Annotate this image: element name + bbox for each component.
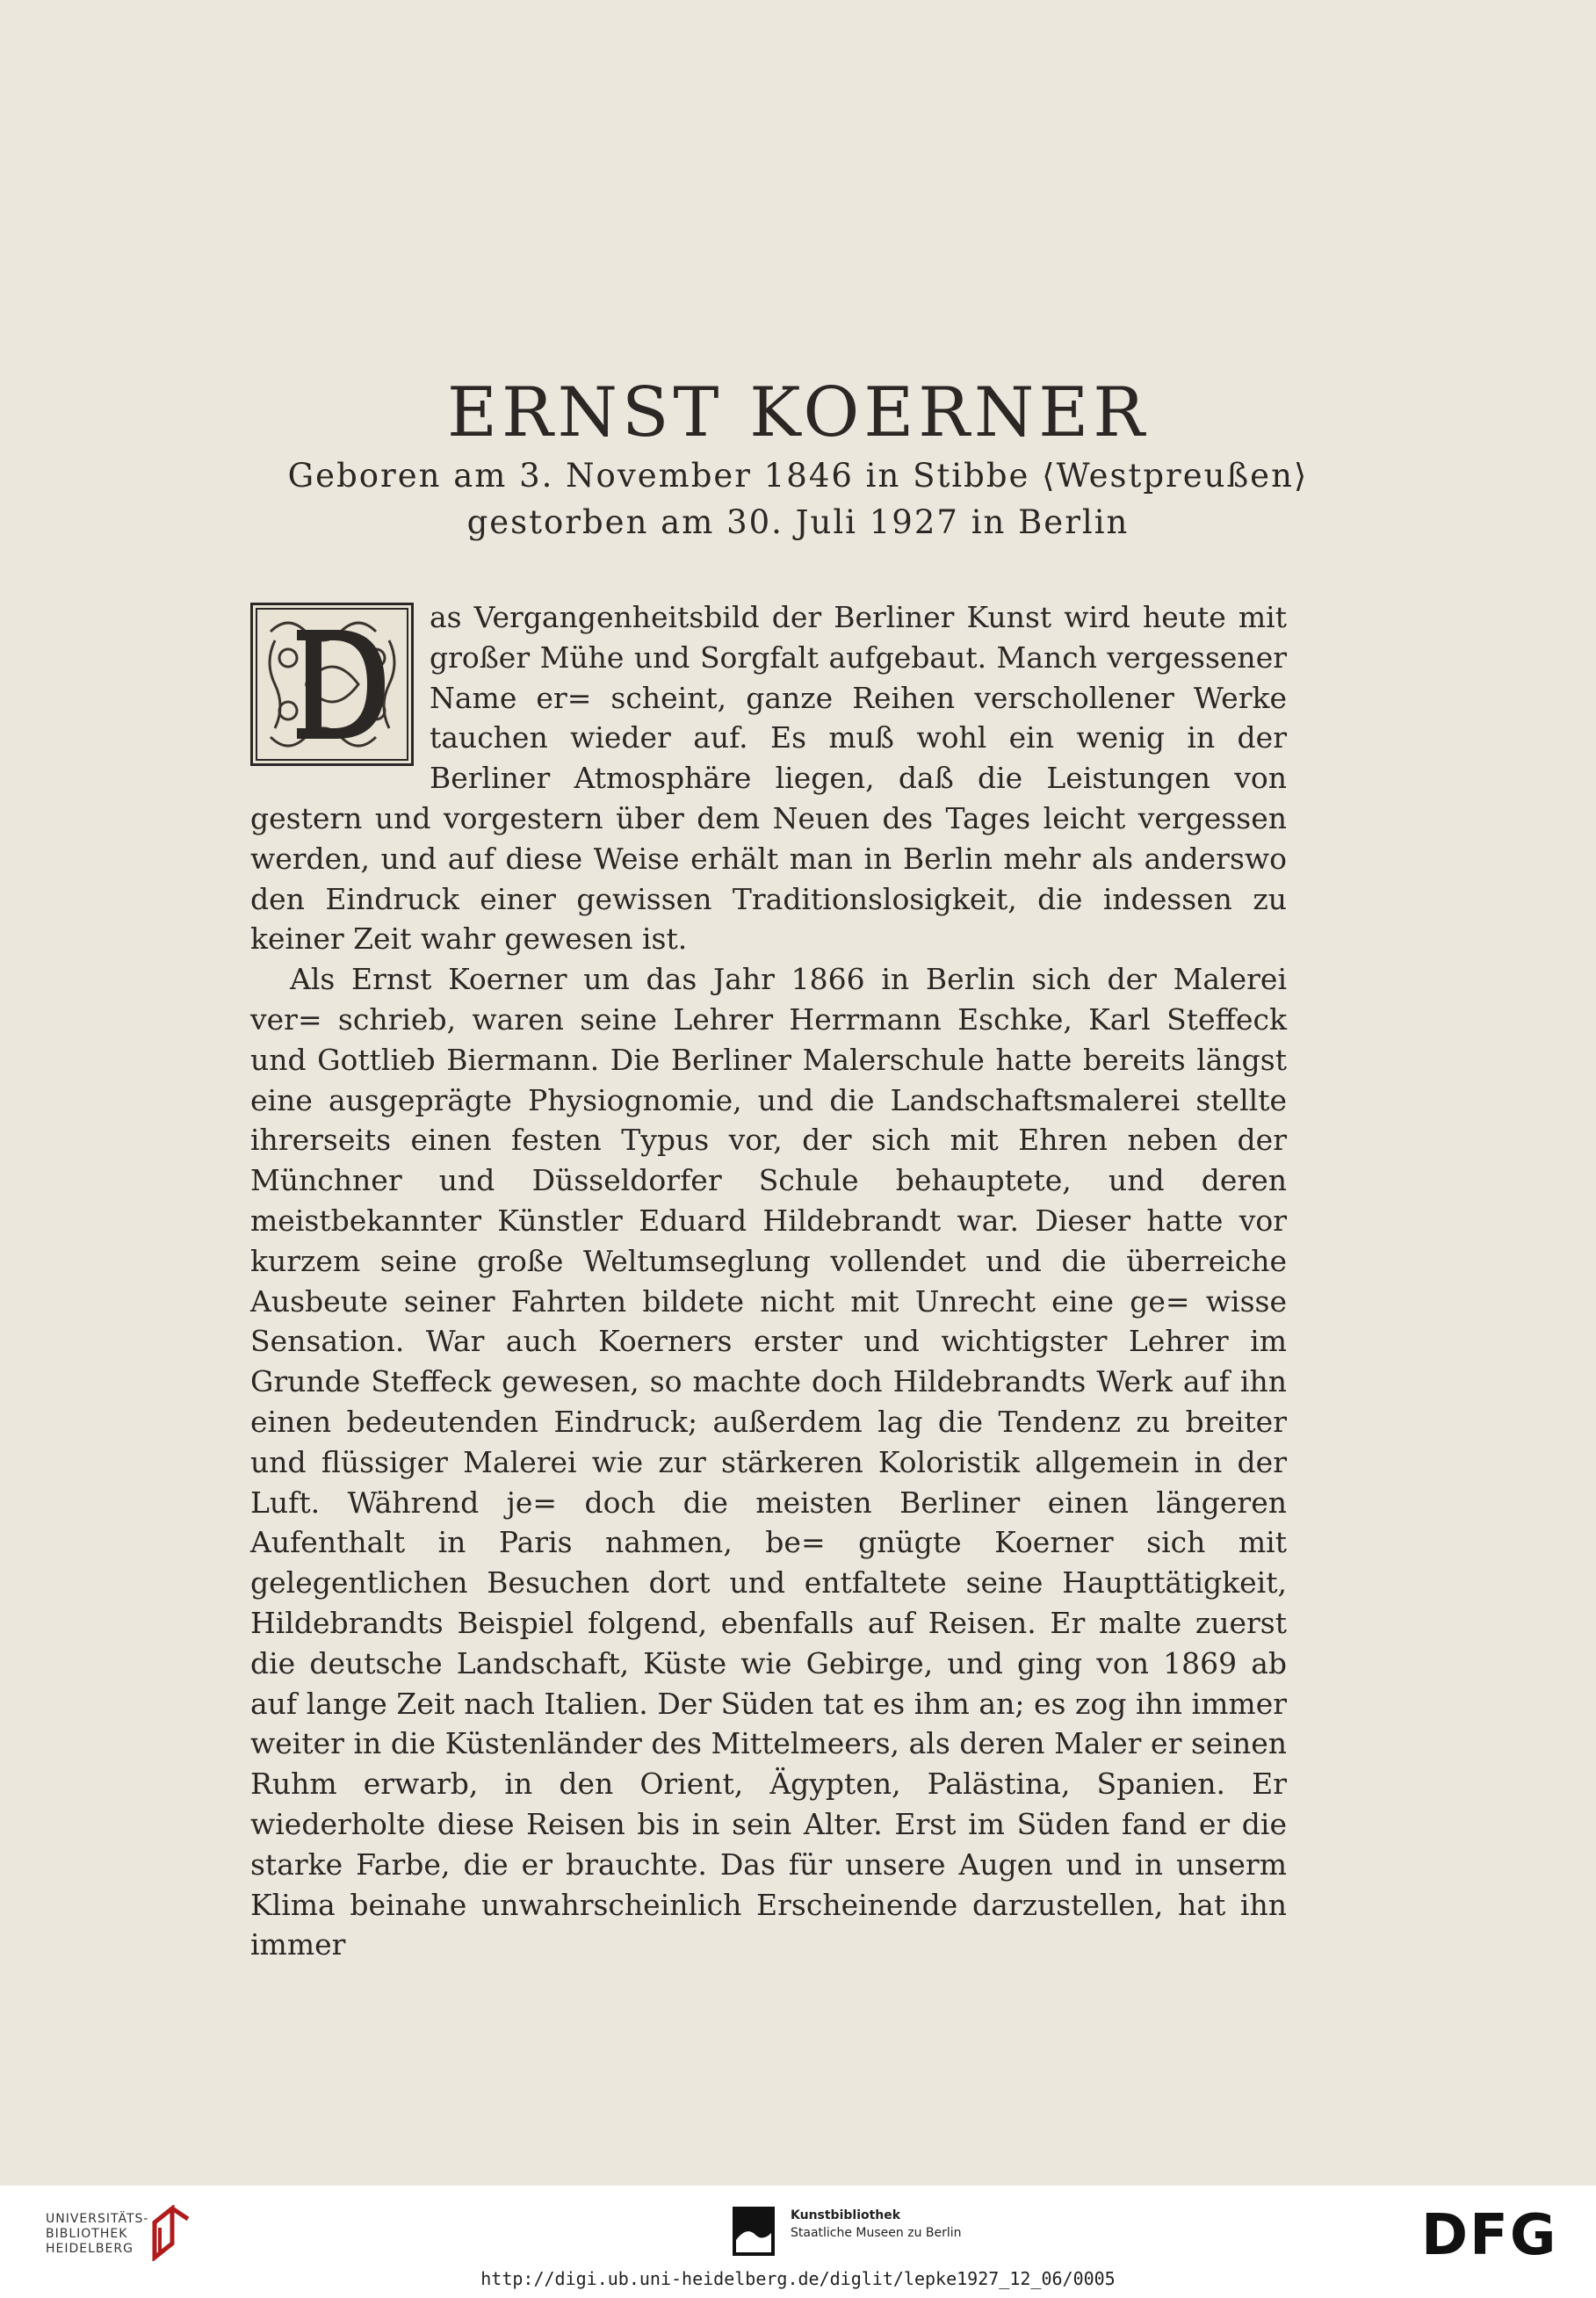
ornamental-initial-d [250,603,414,766]
ornament-icon [253,605,411,763]
subtitle-birth: Geboren am 3. November 1846 in Stibbe ⟨Westpreußen⟩ [287,457,1309,495]
kunstbibliothek-label[interactable]: Kunstbibliothek Staatliche Museen zu Berlin [791,2208,962,2240]
footer-bar [0,2186,1596,2298]
heidelberg-logo-icon [151,2205,191,2261]
kunstbibliothek-logo-icon [731,2205,776,2258]
dfg-logo[interactable]: DFG [1421,2203,1558,2268]
body-text [250,597,1287,1965]
subtitle-death: gestorben am 30. Juli 1927 in Berlin [466,503,1130,541]
page-title: ERNST KOERNER [447,373,1149,452]
paragraph-2: Als Ernst Koerner um das Jahr 1866 in Berlin sich der Malerei ver= schrieb, waren seine Lehrer Herrmann Eschke, Karl Steffeck und Gottlieb Biermann. Die Berliner Malerschule hatte bereits längst eine ausgeprägte Physiognomie, und die Landschaftsmalerei stellte ihrerseits einen festen Typus vor, der sich mit Ehren neben der Münchner und Düsseldorfer Schule behauptete, und deren meistbekannter Künstler Eduard Hildebrandt war. Dieser hatte vor kurzem seine große Weltumseglung vollendet und die überreiche Ausbeute seiner Fahrten bildete nicht mit Unrecht eine ge= wisse Sensation. War auch Koerners erster und wichtigster Lehrer im Grunde Steffeck gewesen, so machte doch Hildebrandts Werk auf ihn einen bedeutenden Eindruck; außerdem lag die Tendenz zu breiter und flüssiger Malerei wie zur stärkeren Koloristik allgemein in der Luft. Während je= doch die meisten Berliner einen längeren Aufenthalt in Paris nahmen, be= gnügte Koerner sich mit gelegentlichen Besuchen dort und entfaltete seine Haupttätigkeit, Hildebrandts Beispiel folgend, ebenfalls auf Reisen. Er malte zuerst die deutsche Landschaft, Küste wie Gebirge, und ging von 1869 ab auf lange Zeit nach Italien. Der Süden tat es ihm an; es zog ihn immer weiter in die Küstenländer des Mittelmeers, als deren Maler er seinen Ruhm erwarb, in den Orient, Ägypten, Palästina, Spanien. Er wiederholte diese Reisen bis in sein Alter. Erst im Süden fand er die starke Farbe, die er brauchte. Das für unsere Augen und in unserm Klima beinahe unwahrscheinlich Erscheinende darzustellen, hat ihn immer [250,962,1287,1962]
university-library-logo[interactable]: UNIVERSITÄTS- BIBLIOTHEK HEIDELBERG [46,2212,149,2256]
paragraph-1: as Vergangenheitsbild der Berliner Kunst wird heute mit großer Mühe und Sorgfalt aufgebaut. Manch vergessener Name er= scheint, ganze Reihen verschollener Werke tauchen wieder auf. Es muß wohl ein wenig in der Berliner Atmosphäre liegen, daß die Leistungen von gestern und vorgestern über dem Neuen des Tages leicht vergessen werden, und auf diese Weise erhält man in Berlin mehr als anderswo den Eindruck einer gewissen Traditionslosigkeit, die indessen zu keiner Zeit wahr gewesen ist. [250,600,1287,957]
page-url[interactable]: http://digi.ub.uni-heidelberg.de/diglit/lepke1927_12_06/0005 [480,2268,1116,2289]
